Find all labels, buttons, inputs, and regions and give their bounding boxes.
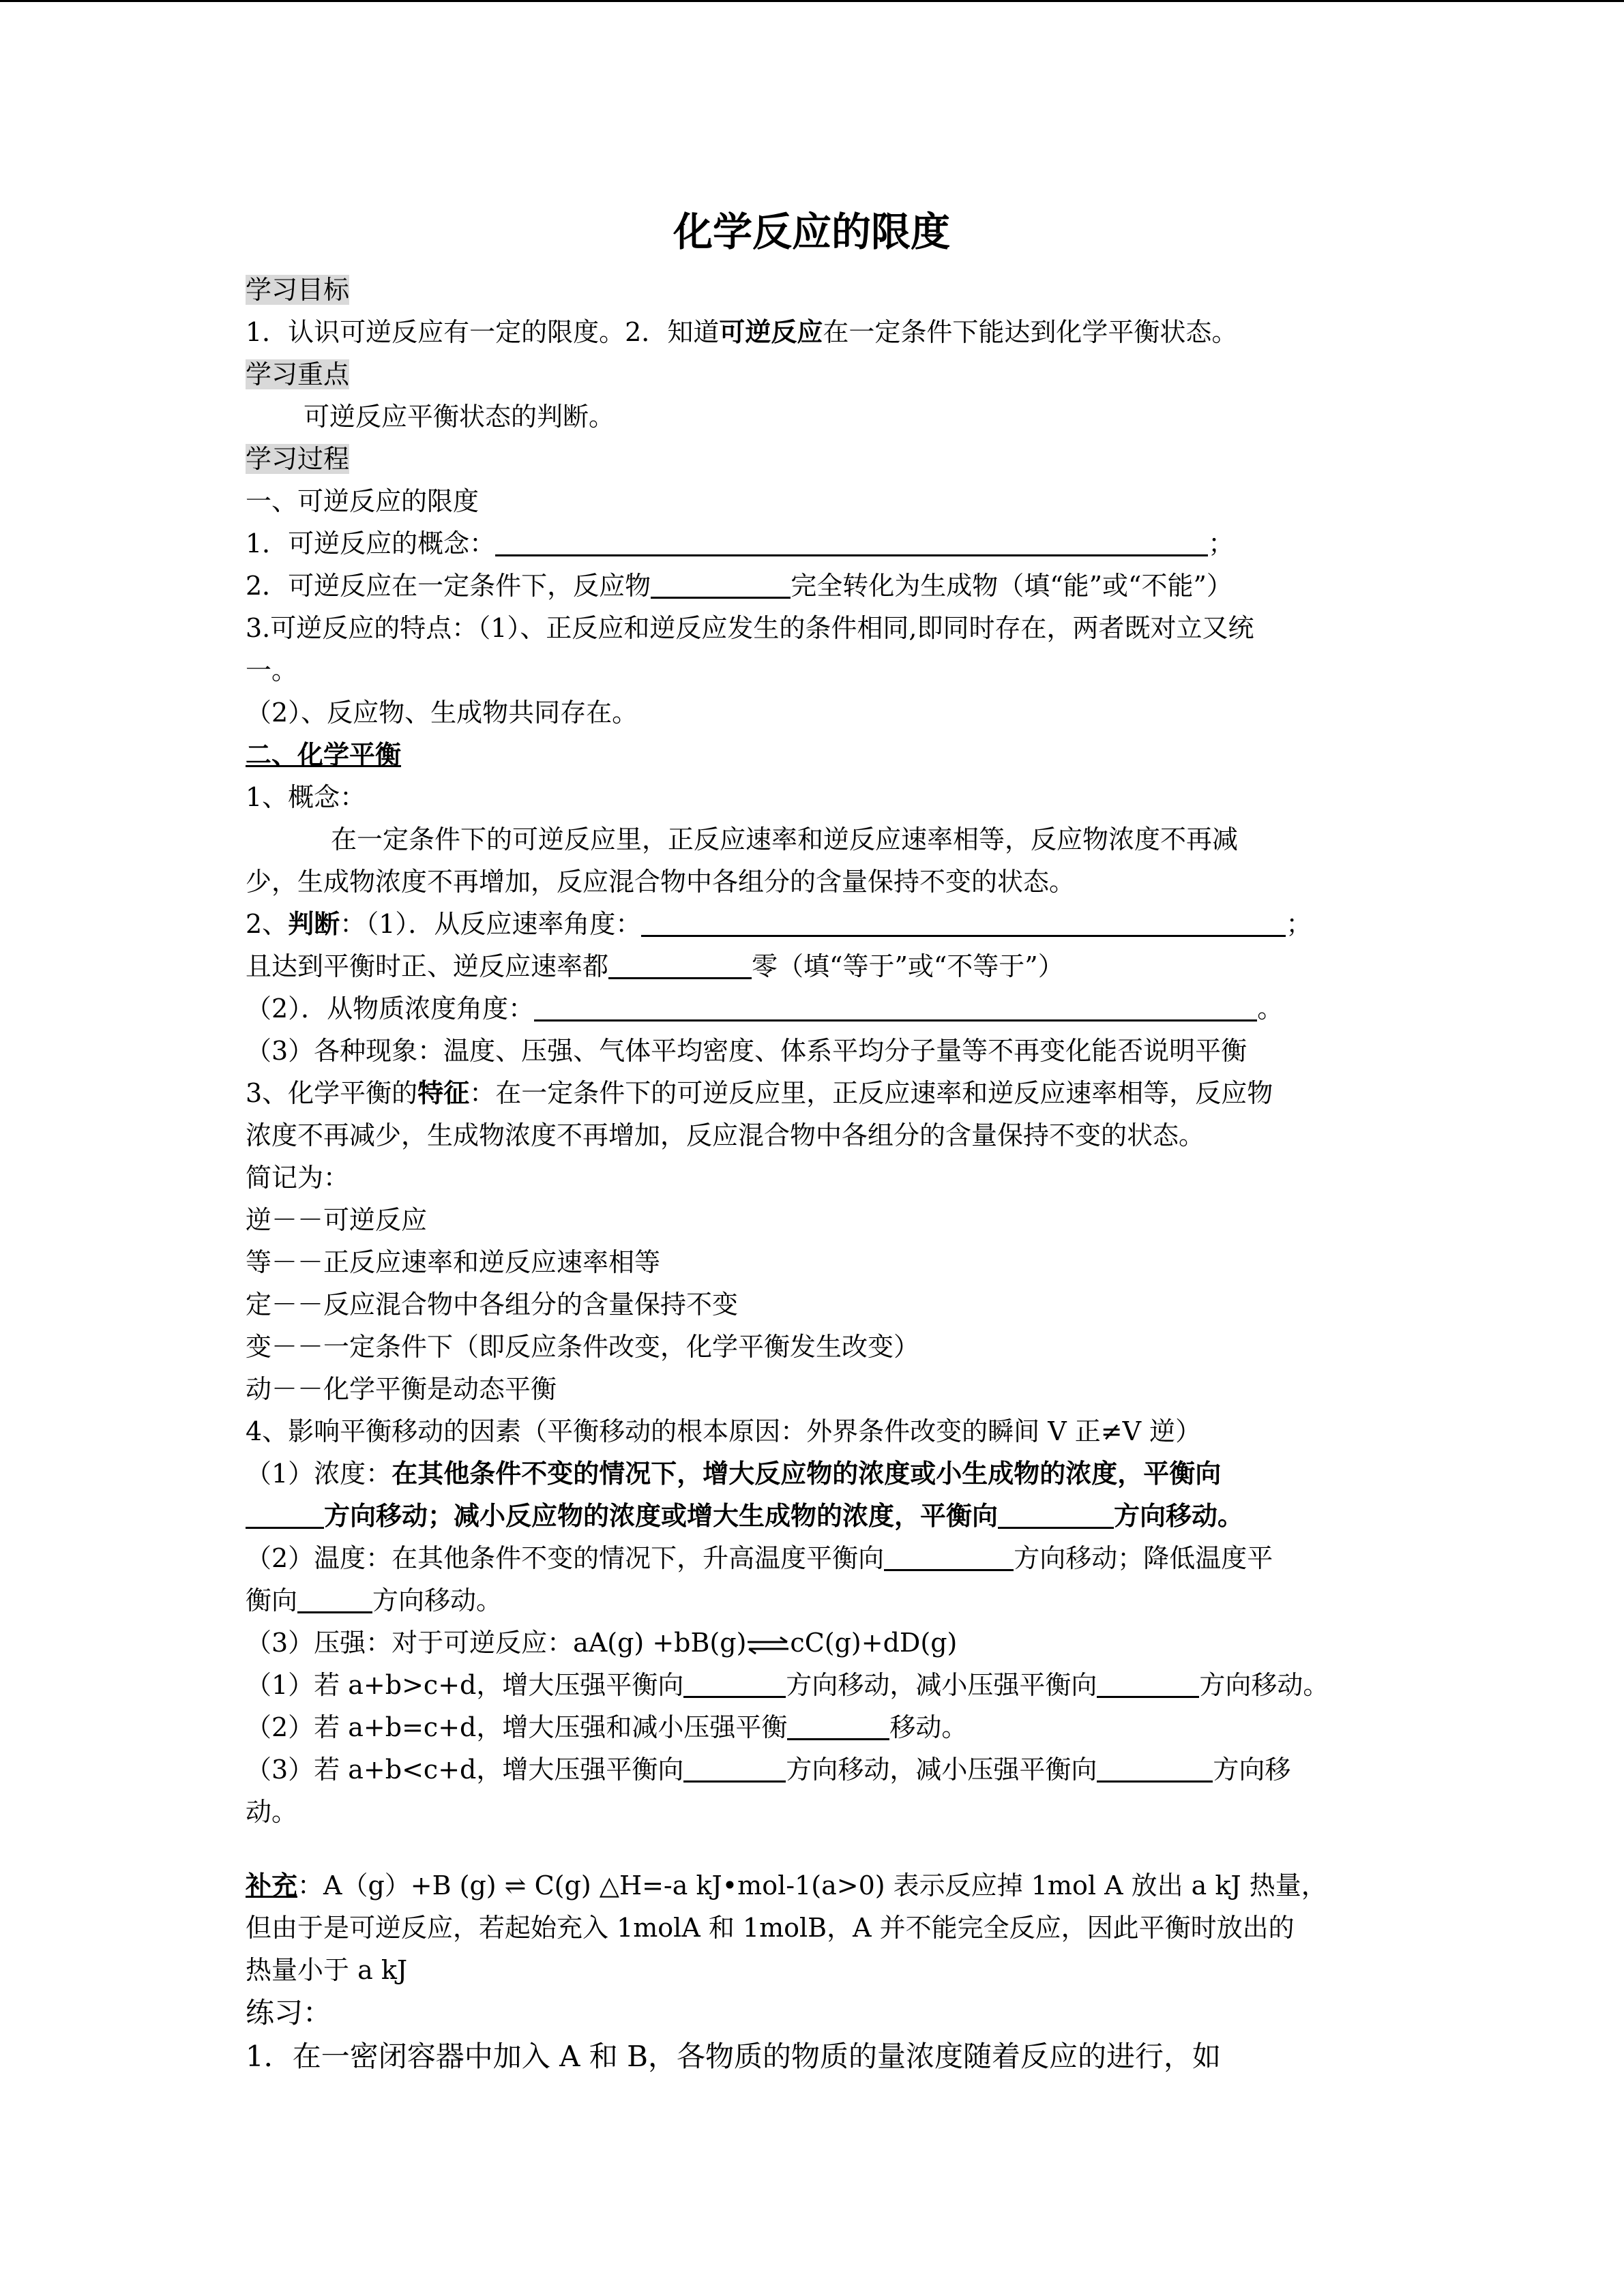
top-border-rule: [0, 0, 1624, 2]
judge-line4: （3）各种现象：温度、压强、气体平均密度、体系平均分子量等不再变化能否说明平衡: [246, 1036, 1247, 1066]
temperature-line2: 衡向 方向移动。: [246, 1585, 503, 1615]
summary-item: 逆－－可逆反应: [246, 1205, 428, 1235]
temperature-line1: （2）温度：在其他条件不变的情况下，升高温度平衡向 方向移动；降低温度平: [246, 1543, 1273, 1573]
concept-line1: 在一定条件下的可逆反应里，正反应速率和逆反应速率相等，反应物浓度不再减: [331, 824, 1239, 854]
answer-blank[interactable]: [683, 1669, 786, 1698]
answer-blank[interactable]: [246, 1500, 324, 1529]
exercise-heading: 练习：: [246, 1996, 332, 2029]
answer-blank[interactable]: [998, 1500, 1114, 1529]
summary-item: 等－－正反应速率和逆反应速率相等: [246, 1247, 661, 1277]
answer-blank[interactable]: [608, 950, 752, 979]
answer-blank[interactable]: [495, 527, 1208, 556]
part1-q3-line3: （2）、反应物、生成物共同存在。: [246, 698, 638, 728]
feature-line1: 3、化学平衡的特征：在一定条件下的可逆反应里，正反应速率和逆反应速率相等，反应物: [246, 1077, 1273, 1108]
answer-blank[interactable]: [1097, 1669, 1199, 1698]
feature-line2: 浓度不再减少，生成物浓度不再增加，反应混合物中各组分的含量保持不变的状态。: [246, 1120, 1205, 1150]
part1-q2: 2．可逆反应在一定条件下，反应物 完全转化为生成物（填“能”或“不能”）: [246, 571, 1232, 601]
answer-blank[interactable]: [641, 908, 1286, 937]
page-title: 化学反应的限度: [673, 209, 950, 255]
answer-blank[interactable]: [297, 1584, 372, 1613]
summary-item: 变－－一定条件下（即反应条件改变，化学平衡发生改变）: [246, 1332, 920, 1362]
part1-q1: 1．可逆反应的概念： ；: [246, 528, 1235, 558]
section-process: 学习过程: [246, 444, 350, 474]
part1-heading: 一、可逆反应的限度: [246, 486, 479, 516]
judge-line3: （2）．从物质浓度角度： 。: [246, 994, 1284, 1024]
part1-q3-line2: 一。: [246, 655, 298, 685]
pressure-case3: （3）若 a+b<c+d，增大压强平衡向 方向移动，减小压强平衡向 方向移: [246, 1755, 1291, 1785]
section-objectives: 学习目标: [246, 275, 350, 305]
answer-blank[interactable]: [651, 569, 791, 599]
summary-item: 动－－化学平衡是动态平衡: [246, 1374, 557, 1404]
part2-heading: 二、化学平衡: [246, 739, 402, 770]
part1-q3-line1: 3.可逆反应的特点：（1）、正反应和逆反应发生的条件相同,即同时存在，两者既对立又统: [246, 613, 1254, 643]
objective-line: 1．认识可逆反应有一定的限度。2．知道可逆反应在一定条件下能达到化学平衡状态。: [246, 316, 1238, 347]
supplement-line3: 热量小于 a kJ: [246, 1955, 408, 1985]
supplement-line2: 但由于是可逆反应，若起始充入 1molA 和 1molB，A 并不能完全反应，因此平衡时放出的: [246, 1913, 1295, 1943]
objective-bold-term: 可逆反应: [719, 316, 823, 347]
answer-blank[interactable]: [787, 1711, 889, 1740]
answer-blank[interactable]: [534, 992, 1257, 1022]
concept-heading: 1、概念：: [246, 782, 366, 812]
factors-heading: 4、影响平衡移动的因素（平衡移动的根本原因：外界条件改变的瞬间 V 正≠V 逆）: [246, 1416, 1202, 1446]
judge-line2: 且达到平衡时正、逆反应速率都 零（填“等于”或“不等于”）: [246, 951, 1064, 981]
concept-line2: 少，生成物浓度不再增加，反应混合物中各组分的含量保持不变的状态。: [246, 867, 1076, 897]
judge-line1: 2、判断：（1）．从反应速率角度： ；: [246, 908, 1312, 939]
summary-heading: 简记为：: [246, 1163, 350, 1193]
section-key-points: 学习重点: [246, 359, 350, 389]
pressure-case2: （2）若 a+b=c+d，增大压强和减小压强平衡 移动。: [246, 1712, 968, 1742]
pressure-case1: （1）若 a+b>c+d，增大压强平衡向 方向移动，减小压强平衡向 方向移动。: [246, 1670, 1329, 1700]
document-page: [246, 205, 1378, 2078]
concentration-line1: （1）浓度：在其他条件不变的情况下，增大反应物的浓度或小生成物的浓度，平衡向: [246, 1458, 1222, 1489]
exercise-q1: 1．在一密闭容器中加入 A 和 B，各物质的物质的量浓度随着反应的进行，如: [246, 2040, 1221, 2073]
pressure-line1: （3）压强：对于可逆反应：aA(g) +bB(g) cC(g)+dD(g): [246, 1628, 958, 1658]
answer-blank[interactable]: [1097, 1753, 1213, 1783]
concentration-line2: 方向移动；减小反应物的浓度或增大生成物的浓度，平衡向 方向移动。: [246, 1495, 1378, 1537]
blank-gap: [246, 1833, 1378, 1864]
summary-item: 定－－反应混合物中各组分的含量保持不变: [246, 1289, 739, 1320]
equilibrium-arrow-icon: [746, 1635, 790, 1656]
answer-blank[interactable]: [683, 1753, 786, 1783]
pressure-case3-cont: 动。: [246, 1797, 298, 1827]
key-point-text: 可逆反应平衡状态的判断。: [304, 402, 615, 432]
supplement-line1: 补充：A（g）+B (g) ⇌ C(g) △H=-a kJ•mol-1(a>0) 表示反应掉 1mol A 放出 a kJ 热量，: [246, 1870, 1327, 1900]
answer-blank[interactable]: [884, 1542, 1014, 1571]
